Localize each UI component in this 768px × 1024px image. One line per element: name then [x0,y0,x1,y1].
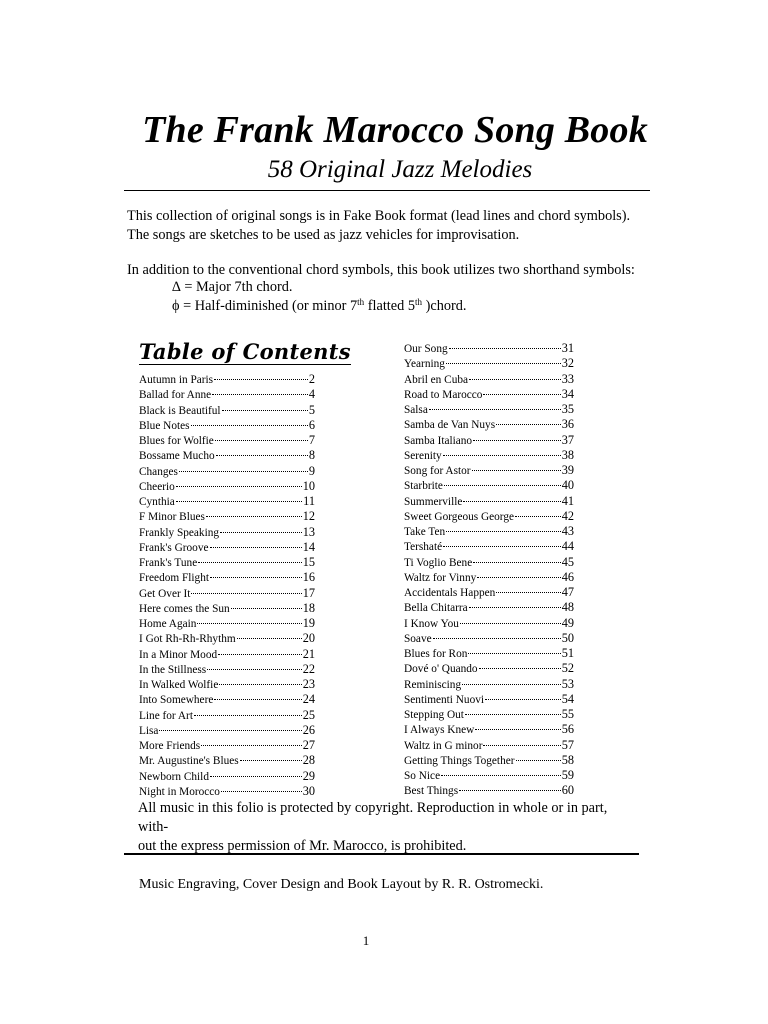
toc-leader-dots [198,547,301,563]
toc-entry-title: F Minor Blues [139,511,205,524]
half-diminished-symbol-line [172,298,466,315]
toc-entry-page: 45 [561,554,574,569]
toc-entry-title: Blues for Wolfie [139,435,214,447]
toc-entry-title: I Always Knew [404,724,475,737]
toc-entry-title: Line for Art [139,709,193,722]
toc-leader-dots [218,639,302,655]
toc-leader-dots [210,761,302,777]
superscript-th-b: th [415,297,423,307]
toc-entry-page: 27 [302,738,315,752]
toc-entry-title: Starbrite [404,480,443,493]
document-title: The Frank Marocco Song Book [142,109,648,151]
toc-entry-page: 52 [561,661,574,676]
toc-entry-page: 42 [561,508,574,523]
toc-entry-title: Freedom Flight [139,572,209,585]
toc-entry-page: 20 [302,631,315,646]
toc-entry-title: Cheerio [139,480,175,493]
toc-entry-title: Ti Voglio Bene [404,556,473,569]
toc-leader-dots [496,409,561,425]
document-subtitle: 58 Original Jazz Melodies [267,156,533,183]
toc-right-column [404,336,574,798]
toc-entry-page: 15 [302,555,315,569]
toc-entry-title: So Nice [404,770,441,782]
toc-leader-dots [159,715,301,731]
toc-leader-dots [179,456,308,472]
toc-entry-title: Samba Italiano [404,434,473,447]
toc-leader-dots [222,395,308,411]
toc-leader-dots [473,425,561,441]
toc-entry-page: 53 [561,676,574,691]
toc-entry-page: 46 [561,569,574,584]
toc-entry-title: Best Things [404,785,459,798]
toc-leader-dots [201,730,302,746]
toc-entry-page: 19 [302,616,315,630]
copyright-line-1: All music in this folio is protected by copyright. Reproduction in whole or in part, with- [138,800,608,835]
toc-entry-title: Song for Astor [404,465,471,477]
toc-entry-page: 36 [561,417,574,432]
toc-leader-dots [459,775,561,791]
toc-entry-title: Take Ten [404,526,446,538]
toc-entry-page: 26 [302,722,315,737]
toc-leader-dots [473,547,560,563]
toc-leader-dots [475,714,560,730]
toc-leader-dots [231,593,302,609]
toc-leader-dots [441,760,561,776]
toc-heading: Table of Contents [139,339,351,364]
toc-leader-dots [483,379,560,395]
toc-leader-dots [469,364,561,380]
toc-entry-title: Waltz in G minor [404,739,483,752]
toc-entry-title: Blue Notes [139,419,190,432]
toc-entry-page: 41 [561,493,574,508]
toc-entry-page: 11 [303,494,315,508]
toc-entry-page: 7 [308,433,315,447]
toc-entry-page: 48 [561,600,574,615]
toc-entry-title: Sweet Gorgeous George [404,510,515,523]
toc-leader-dots [465,699,561,715]
credits-line: Music Engraving, Cover Design and Book Layout by R. R. Ostromecki. [139,877,544,892]
toc-leader-dots [191,578,301,594]
toc-entry-page: 54 [561,691,574,706]
toc-entry-page: 23 [302,677,315,691]
toc-entry-title: In the Stillness [139,663,207,676]
toc-leader-dots [212,379,308,395]
toc-leader-dots [429,394,561,410]
toc-entry-title: I Got Rh-Rh-Rhythm [139,633,236,646]
copyright-line-2: out the express permission of Mr. Marocco, is prohibited. [138,838,467,854]
title-divider [124,190,650,191]
toc-leader-dots [176,486,302,502]
toc-leader-dots [446,516,561,532]
toc-leader-dots [207,654,302,670]
toc-entry-title: Yearning [404,358,445,371]
toc-leader-dots [446,348,561,364]
toc-leader-dots [197,608,301,624]
toc-entry-page: 6 [308,417,315,432]
toc-entry-title: Getting Things Together [404,754,515,767]
toc-entry-page: 30 [302,783,315,798]
toc-entry-page: 29 [302,768,315,783]
toc-entry-page: 47 [561,585,574,599]
toc-leader-dots [220,517,302,533]
toc-entry-page: 58 [561,752,574,767]
toc-entry-page: 10 [302,478,315,493]
toc-entry-page: 37 [561,432,574,447]
toc-leader-dots [469,592,561,608]
toc-leader-dots [216,440,308,456]
toc-leader-dots [433,623,561,639]
toc-entry-title: Bossame Mucho [139,450,215,463]
toc-leader-dots [516,745,561,761]
toc-entry-title: Frank's Groove [139,541,209,554]
toc-entry-page: 38 [561,447,574,462]
toc-entry-title: Cynthia [139,496,175,508]
toc-leader-dots [462,669,561,685]
toc-entry-title: Tershaté [404,541,443,554]
toc-entry-page: 60 [561,783,574,798]
toc-entry-title: Lisa [139,724,159,737]
toc-leader-dots [477,562,560,578]
toc-entry-title: Night in Morocco [139,785,220,798]
toc-entry-page: 32 [561,356,574,371]
toc-entry-title: Reminiscing [404,678,462,691]
half-diminished-text-b: flatted 5 [364,298,415,314]
toc-entry-page: 55 [561,707,574,721]
toc-entry-title: Bella Chitarra [404,602,468,615]
toc-entry-title: Autumn in Paris [139,374,214,386]
copyright-notice [138,799,638,856]
toc-entry-page: 44 [561,539,574,554]
toc-leader-dots [472,455,561,471]
toc-entry-page: 14 [302,539,315,554]
toc-leader-dots [443,440,561,456]
toc-leader-dots [240,745,302,761]
toc-entry-title: Samba de Van Nuys [404,419,496,432]
toc-entry-title: Here comes the Sun [139,602,230,615]
toc-entry-title: Frank's Tune [139,557,198,569]
major7-definition: = Major 7th chord. [184,279,293,295]
toc-leader-dots [483,730,560,746]
toc-entry-page: 5 [308,402,315,417]
toc-entry-page: 51 [561,646,574,660]
toc-entry-page: 28 [302,753,315,768]
toc-leader-dots [194,700,302,716]
toc-entry-title: Frankly Speaking [139,526,220,539]
phi-symbol-icon: ϕ [172,298,180,314]
toc-entry-page: 34 [561,386,574,401]
toc-entry-title: Newborn Child [139,770,209,783]
toc-entry-page: 50 [561,630,574,645]
toc-entry-page: 16 [302,570,315,585]
intro-line-1: This collection of original songs is in Fake Book format (lead lines and chord symbols). [127,208,631,224]
toc-entry-title: Accidentals Happen [404,587,496,599]
toc-leader-dots [460,608,561,624]
toc-entry-title: Blues for Ron [404,648,468,660]
toc-leader-dots [444,470,561,486]
toc-leader-dots [206,501,302,517]
toc-leader-dots [221,776,302,792]
toc-leader-dots [176,471,302,487]
toc-leader-dots [215,425,308,441]
toc-entry-title: Waltz for Vinny [404,571,477,584]
toc-leader-dots [485,684,561,700]
half-diminished-text-a: = Half-diminished (or minor 7 [183,298,358,314]
toc-entry-page: 12 [302,509,315,524]
toc-entry-title: Salsa [404,404,428,416]
toc-entry-page: 21 [302,646,315,661]
toc-entry-title: Get Over It [139,587,191,600]
toc-entry-page: 57 [561,737,574,752]
toc-entry-page: 2 [308,372,315,386]
toc-entry-title: Changes [139,465,178,478]
toc-entry-title: Serenity [404,449,442,462]
toc-entry-page: 40 [561,478,574,493]
intro-line-3: In addition to the conventional chord symbols, this book utilizes two shorthand symbols: [127,262,635,278]
toc-entry-page: 9 [308,463,315,478]
toc-entry-page: 35 [561,402,574,416]
toc-leader-dots [468,638,560,654]
toc-entry-page: 59 [561,768,574,782]
toc-leader-dots [515,501,561,517]
major7-symbol-line [172,279,292,296]
superscript-th-a: th [357,297,365,307]
footer-divider [124,853,639,855]
toc-leader-dots [210,532,302,548]
toc-entry-page: 31 [561,341,574,355]
toc-leader-dots [214,684,301,700]
toc-entry-page: 8 [308,448,315,463]
toc-entry-page: 25 [302,707,315,722]
toc-entry-title: Ballad for Anne [139,389,212,402]
toc-entry-title: Summerville [404,495,463,508]
toc-entry-title: Black is Beautiful [139,404,221,417]
toc-entry-page: 24 [302,692,315,707]
toc-entry-title: I Know You [404,617,459,630]
toc-entry-title: Dové o' Quando [404,663,478,676]
page-number: 1 [362,933,370,948]
toc-entry-page: 49 [561,615,574,630]
toc-entry-title: Road to Marocco [404,388,483,401]
toc-entry-page: 13 [302,524,315,539]
toc-entry-page: 33 [561,371,574,386]
toc-entry-title: Soave [404,632,432,645]
toc-leader-dots [443,531,561,547]
toc-entry-title: More Friends [139,740,201,752]
toc-entry-title: Our Song [404,343,448,355]
toc-entry-title: Home Again [139,618,197,630]
toc-entry-page: 4 [308,387,315,402]
toc-entry-page: 18 [302,600,315,615]
intro-line-2: The songs are sketches to be used as jazz vehicles for improvisation. [127,227,520,243]
toc-left-column [139,367,315,798]
toc-leader-dots [496,577,560,593]
toc-entry-title: Mr. Augustine's Blues [139,755,239,768]
delta-symbol-icon: ∆ [172,279,181,295]
toc-entry-page: 39 [561,463,574,477]
toc-entry-title: In Walked Wolfie [139,679,219,691]
toc-entry-title: Sentimenti Nuovi [404,693,485,706]
toc-leader-dots [449,333,561,349]
toc-entry-title: Abril en Cuba [404,373,469,386]
toc-entry-page: 56 [561,722,574,737]
toc-entry-title: Into Somewhere [139,694,214,707]
toc-leader-dots [479,653,561,669]
half-diminished-text-c: )chord. [422,298,467,314]
toc-leader-dots [219,669,301,685]
toc-leader-dots [237,623,302,639]
toc-leader-dots [214,364,308,380]
toc-leader-dots [463,486,560,502]
toc-leader-dots [191,410,308,426]
toc-entry-title: Stepping Out [404,709,464,721]
toc-entry-page: 22 [302,661,315,676]
toc-entry-page: 17 [302,585,315,600]
toc-leader-dots [210,562,302,578]
toc-entry-title: In a Minor Mood [139,648,218,661]
toc-entry-page: 43 [561,524,574,538]
